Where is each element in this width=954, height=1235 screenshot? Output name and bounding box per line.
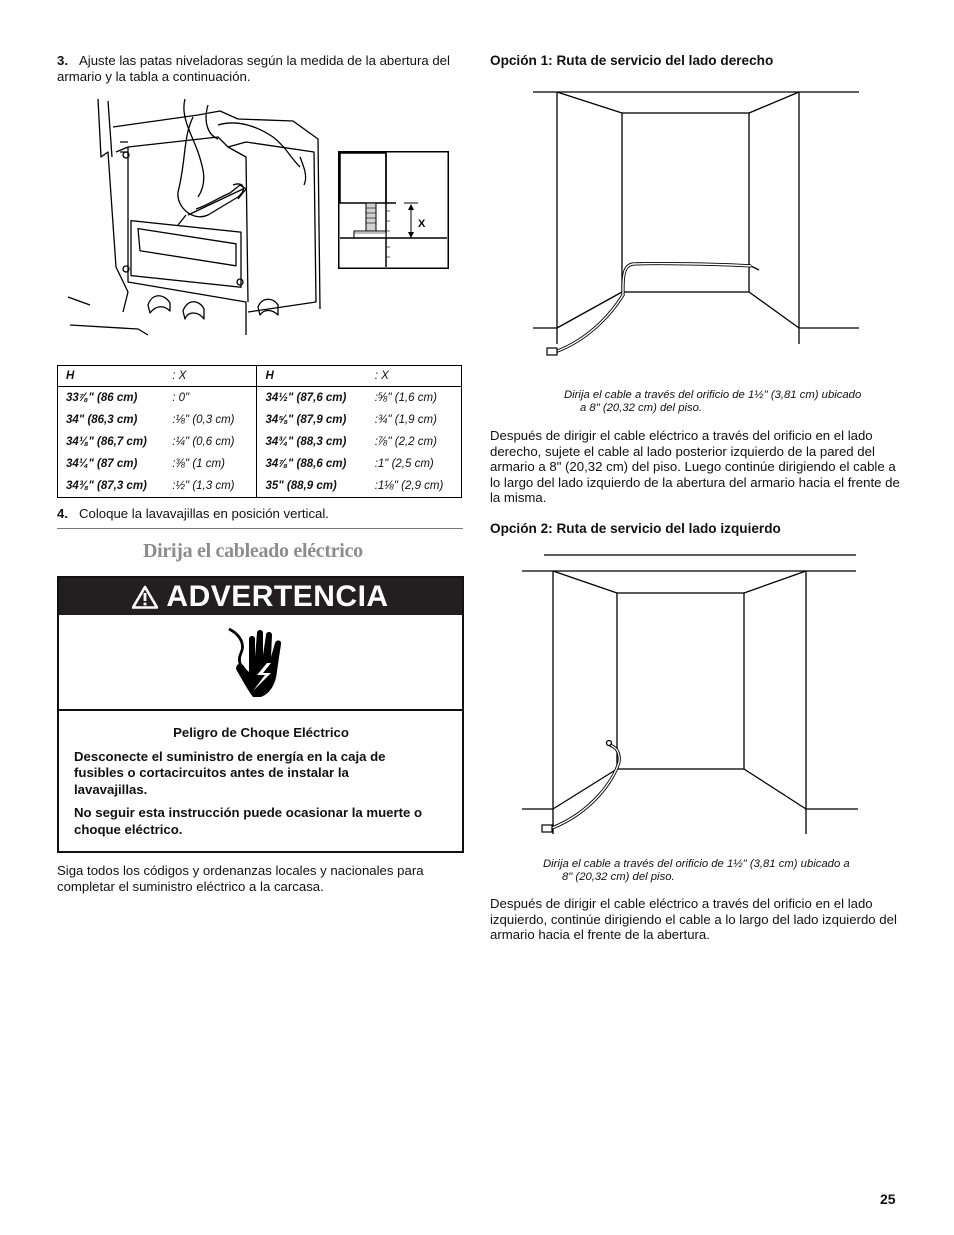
step-3 xyxy=(57,53,457,84)
option-1-title: Opción 1: Ruta de servicio del lado derecho xyxy=(490,53,774,68)
electric-shock-hand-icon xyxy=(219,625,291,701)
table-cell: 34" (86,3 cm) xyxy=(66,414,138,426)
step-4 xyxy=(57,506,457,522)
electrical-codes-paragraph: Siga todos los códigos y ordenanzas locales y nacionales para completar el suministro eléctrico a la carcasa. xyxy=(57,863,424,894)
section-title: Dirija el cableado eléctrico xyxy=(143,540,363,562)
option-2-cabinet-diagram xyxy=(522,550,892,836)
warning-body xyxy=(59,711,462,838)
table-cell: 34⅞" (88,6 cm) xyxy=(257,453,367,475)
table-cell: :1⅛" (2,9 cm) xyxy=(374,480,444,492)
warning-line-1: Desconecte el suministro de energía en la caja de fusibles o cortacircuitos antes de instalar la lavavajillas. xyxy=(74,748,386,797)
warning-triangle-icon xyxy=(132,585,158,609)
table-cell: :¼" (0,6 cm) xyxy=(172,436,235,448)
warning-title: ADVERTENCIA xyxy=(166,579,389,613)
warning-box xyxy=(57,576,464,853)
step-3-text: Ajuste las patas niveladoras según la medida de la abertura del armario y la tabla a continuación. xyxy=(57,53,450,84)
table-cell: 33⅞" (86 cm) xyxy=(66,392,138,404)
step-4-text: Coloque la lavavajillas en posición vertical. xyxy=(79,506,329,521)
section-divider xyxy=(57,528,463,529)
table-row xyxy=(58,431,462,453)
table-header-h2: H xyxy=(257,366,367,387)
option-2-body: Después de dirigir el cable eléctrico a través del orificio en el lado izquierdo, continúe dirigiendo el cable a lo largo del lado izquierdo del armario hacia el frente de la abertura. xyxy=(490,896,897,943)
table-cell: 34¼" (87 cm) xyxy=(66,458,138,470)
table-cell: 35" (88,9 cm) xyxy=(257,475,367,498)
option-1-cabinet-diagram xyxy=(533,88,859,360)
leveling-legs-illustration xyxy=(68,97,330,337)
table-cell: :⅛" (0,3 cm) xyxy=(172,414,235,426)
table-cell: :⅞" (2,2 cm) xyxy=(374,436,437,448)
table-cell: 34¾" (88,3 cm) xyxy=(257,431,367,453)
table-cell: 34½" (87,6 cm) xyxy=(257,387,367,410)
leveling-table xyxy=(57,365,462,498)
option-1-caption-line-2: a 8" (20,32 cm) del piso. xyxy=(580,402,703,414)
warning-hazard: Peligro de Choque Eléctrico xyxy=(173,725,349,740)
table-cell: :⅝" (1,6 cm) xyxy=(374,392,437,404)
warning-header xyxy=(59,578,462,615)
table-row xyxy=(58,409,462,431)
option-2-caption-line-1: Dirija el cable a través del orificio de 1½" (3,81 cm) ubicado a xyxy=(543,858,850,870)
table-cell: :1" (2,5 cm) xyxy=(374,458,434,470)
table-row xyxy=(58,387,462,410)
inset-x-label: X xyxy=(418,218,426,230)
step-4-number: 4. xyxy=(57,506,68,521)
leveling-table-wrapper xyxy=(57,365,462,498)
page-number: 25 xyxy=(880,1191,896,1207)
leg-height-inset xyxy=(338,151,449,269)
table-header-x1: : X xyxy=(164,366,257,387)
table-cell: :½" (1,3 cm) xyxy=(172,480,235,492)
table-cell: 34⅛" (86,7 cm) xyxy=(66,436,147,448)
option-1-caption-line-1: Dirija el cable a través del orificio de 1½" (3,81 cm) ubicado xyxy=(564,389,862,401)
table-header-h1: H xyxy=(58,366,165,387)
step-3-number: 3. xyxy=(57,53,68,68)
option-1-caption xyxy=(564,389,904,415)
table-cell: :⅜" (1 cm) xyxy=(172,458,225,470)
option-2-title: Opción 2: Ruta de servicio del lado izquierdo xyxy=(490,521,781,536)
warning-icon-area xyxy=(59,615,462,711)
option-2-caption xyxy=(543,858,903,884)
table-cell: 34⅝" (87,9 cm) xyxy=(257,409,367,431)
option-2-caption-line-2: 8" (20,32 cm) del piso. xyxy=(562,871,675,883)
table-header-row xyxy=(58,366,462,387)
table-row xyxy=(58,475,462,498)
table-header-x2: : X xyxy=(367,366,462,387)
option-1-body: Después de dirigir el cable eléctrico a través del orificio en el lado derecho, sujete el cable al lado posterior izquierdo de la pared del armario a 8" (20,32 cm) del piso. Luego continúe dirigiendo el cable a lo largo del lado izquierdo de la abertura del armario hacia el frente de la misma. xyxy=(490,428,900,506)
table-cell: : 0" xyxy=(172,392,190,404)
table-row xyxy=(58,453,462,475)
table-cell: 34⅜" (87,3 cm) xyxy=(66,480,147,492)
table-cell: :¾" (1,9 cm) xyxy=(374,414,437,426)
warning-line-2: No seguir esta instrucción puede ocasionar la muerte o choque eléctrico. xyxy=(74,805,423,837)
